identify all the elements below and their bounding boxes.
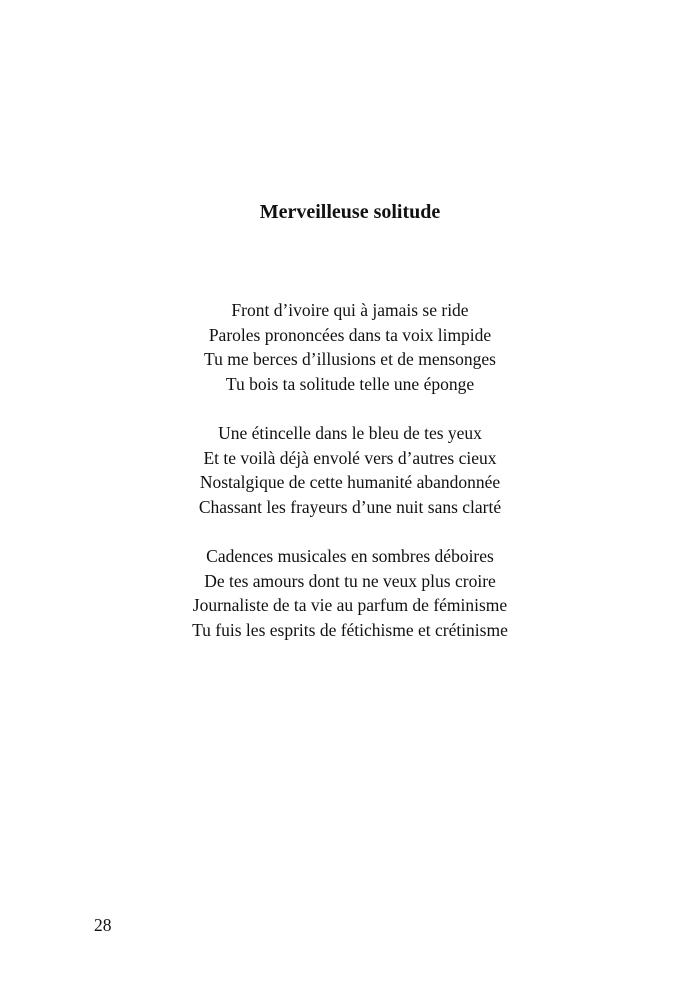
poem-title: Merveilleuse solitude — [259, 201, 441, 223]
poem-line: Front d’ivoire qui à jamais se ride — [231, 300, 469, 320]
poem-line: Chassant les frayeurs d’une nuit sans clarté — [198, 496, 502, 517]
stanza-3 — [0, 544, 700, 642]
stanza-1 — [0, 298, 700, 396]
poem-line: Nostalgique de cette humanité abandonnée — [199, 472, 501, 493]
poem-line: Cadences musicales en sombres déboires — [206, 545, 494, 566]
poem-line: Journaliste de ta vie au parfum de féminisme — [192, 595, 508, 616]
page-number: 28 — [94, 915, 112, 935]
poem-line: Tu bois ta solitude telle une éponge — [225, 373, 475, 394]
poem-line: Et te voilà déjà envolé vers d’autres cieux — [203, 447, 497, 468]
poem-line: Paroles prononcées dans ta voix limpide — [208, 324, 492, 345]
poem-line: Une étincelle dans le bleu de tes yeux — [218, 422, 482, 443]
poem-line: De tes amours dont tu ne veux plus croire — [204, 570, 496, 591]
stanza-2 — [0, 421, 700, 519]
poem-line: Tu me berces d’illusions et de mensonges — [204, 349, 496, 370]
poem-line: Tu fuis les esprits de fétichisme et crétinisme — [192, 619, 508, 640]
poem-body — [0, 298, 700, 642]
